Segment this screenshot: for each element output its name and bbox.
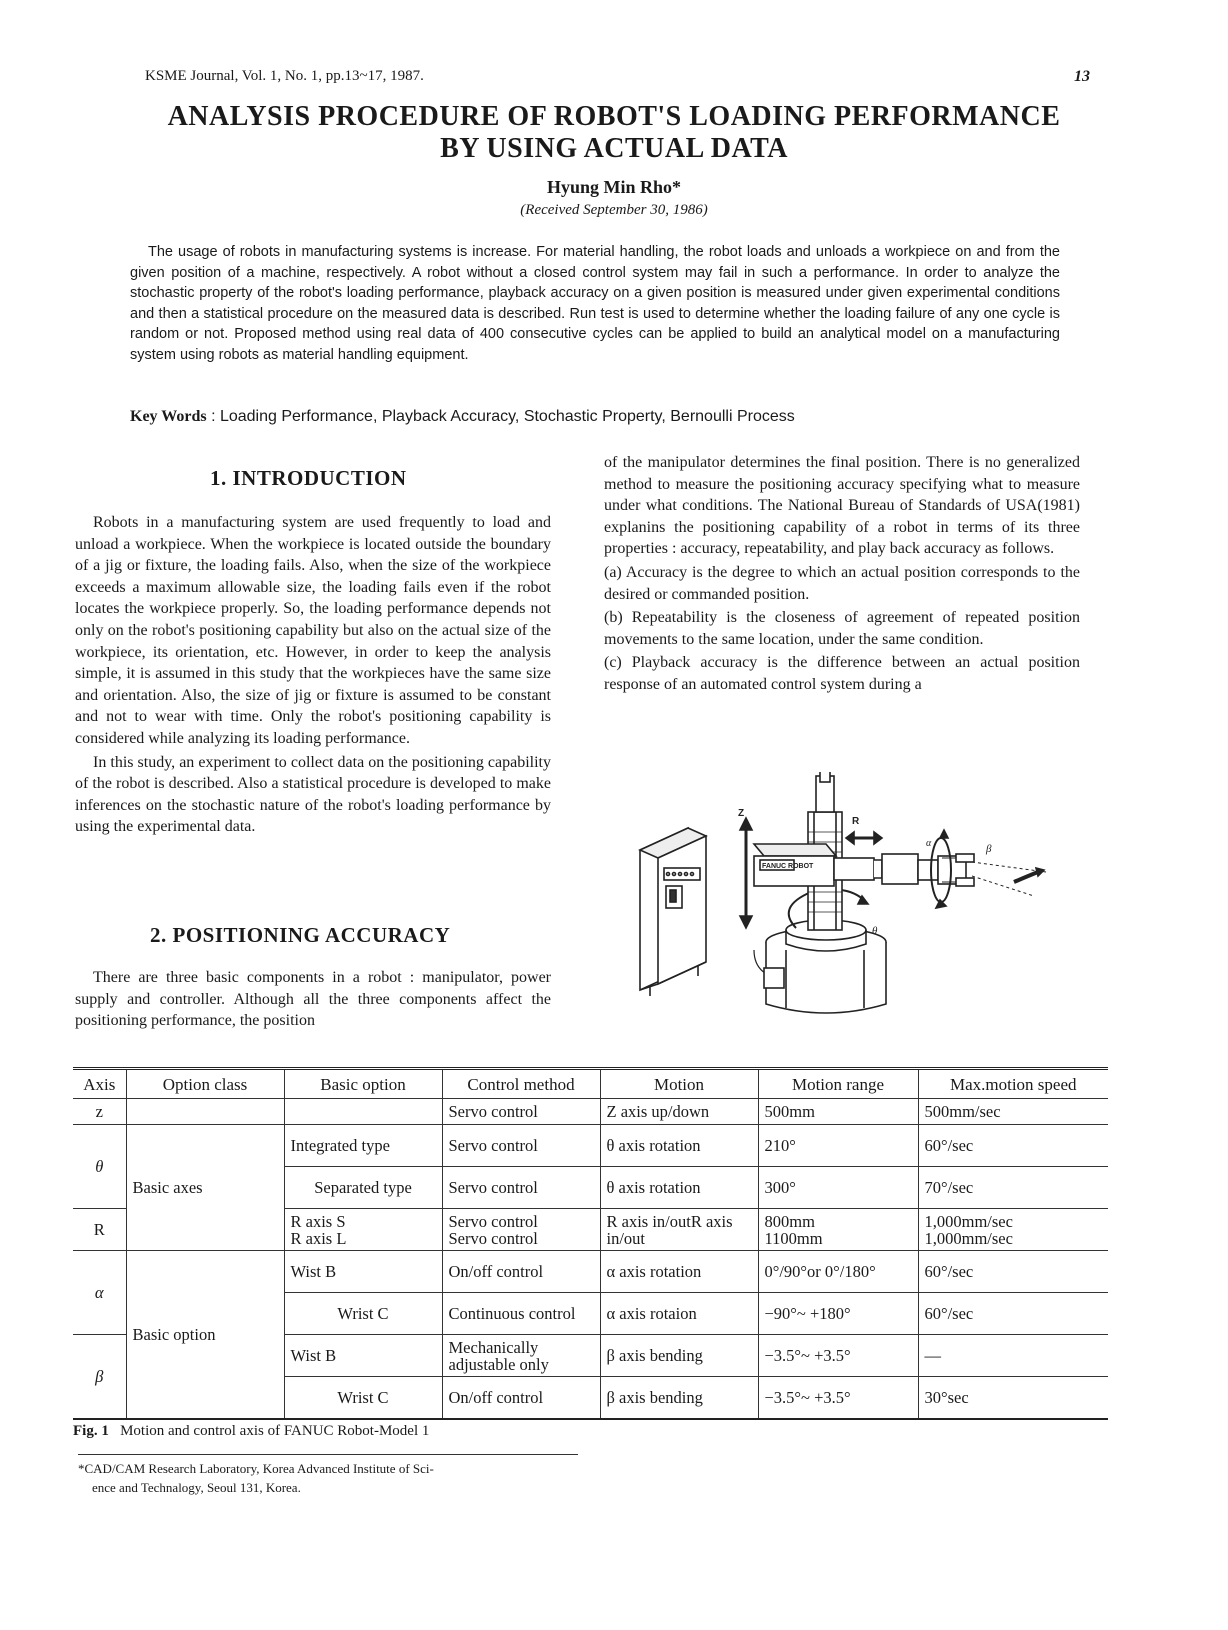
section-title-positioning: 2. POSITIONING ACCURACY (150, 923, 451, 947)
motion-cell: α axis rotaion (600, 1293, 758, 1335)
control-method-cell: Servo control (442, 1099, 600, 1125)
footnote-line-2: ence and Technalogy, Seoul 131, Korea. (92, 1480, 301, 1495)
label-alpha: α (926, 838, 932, 849)
axis-cell: R (73, 1209, 126, 1251)
max-speed-cell: 60°/sec (918, 1293, 1108, 1335)
journal-citation: KSME Journal, Vol. 1, No. 1, pp.13~17, 1987. (145, 68, 424, 84)
keywords (130, 408, 795, 426)
control-method-cell: On/off control (442, 1377, 600, 1419)
title-line-1: ANALYSIS PROCEDURE OF ROBOT'S LOADING PERFORMANCE (167, 101, 1061, 132)
basic-option-cell (284, 1099, 442, 1125)
section-title-introduction: 1. INTRODUCTION (210, 466, 407, 490)
motion-cell: β axis bending (600, 1335, 758, 1377)
table-header-row (73, 1069, 1108, 1099)
label-beta: β (986, 843, 992, 855)
page-number: 13 (1074, 68, 1090, 85)
robot-illustration (636, 772, 1096, 1032)
axis-cell: β (73, 1335, 126, 1419)
max-speed-cell: 500mm/sec (918, 1099, 1108, 1125)
control-method-cell: Continuous control (442, 1293, 600, 1335)
left-column-intro (75, 512, 551, 838)
table-header: Option class (126, 1069, 284, 1099)
intro-paragraph-1: Robots in a manufacturing system are used frequently to load and unload a workpiece. When the workpiece is located outside the boundary of a jig or fixture, the loading fails. Also, when the size of the workpiece exceeds a maximum allowable size, the loading fails even if the robot locates the workpiece properly. So, the loading performance depends not only on the robot's positioning capability but also on the actual size of the workpiece, its orientation, etc. However, in order to keep the analysis simple, it is assumed in this study that the workpieces have the same size and orientation. Also, the size of jig or fixture is assumed to be constant and not to wear with time. Only the robot's positioning capability is considered while analyzing its loading performance. (75, 514, 551, 747)
motion-cell: β axis bending (600, 1377, 758, 1419)
motion-range-cell: 210° (758, 1125, 918, 1167)
definition-accuracy: (a) Accuracy is the degree to which an actual position corresponds to the desired or commanded position. (604, 563, 1080, 603)
table-header: Control method (442, 1069, 600, 1099)
table-header: Axis (73, 1069, 126, 1099)
intro-paragraph-2: In this study, an experiment to collect data on the positioning capability of the robot is described. Also a statistical procedure is developed to make inferences on the stochastic nature of the robot's loading performance by using the experimental data. (75, 753, 551, 836)
basic-option-cell: R axis S R axis L (284, 1209, 442, 1251)
control-method-cell: Mechanically adjustable only (442, 1335, 600, 1377)
abstract: The usage of robots in manufacturing systems is increase. For material handling, the robot loads and unloads a workpiece on and from the given position of a machine, respectively. A robot without a closed control system may fail in such a performance. In order to analyze the stochastic property of the robot's loading performance, playback accuracy on a given position is measured under given experimental conditions and then a statistical procedure on the measured data is described. Run test is used to determine whether the loading failure of any one cycle is random or not. Proposed method using real data of 400 consecutive cycles can be applied to build an analytical model on a manufacturing system using robots as material handling equipment. (130, 244, 1060, 363)
table-header: Motion (600, 1069, 758, 1099)
axis-cell: z (73, 1099, 126, 1125)
motion-cell: θ axis rotation (600, 1125, 758, 1167)
label-theta: θ (872, 925, 878, 937)
table-row (73, 1099, 1108, 1125)
table-row (73, 1125, 1108, 1167)
paper-title (120, 101, 1108, 165)
axis-cell: θ (73, 1125, 126, 1209)
table-header: Basic option (284, 1069, 442, 1099)
motion-range-cell: 0°/90°or 0°/180° (758, 1251, 918, 1293)
received-date: (Received September 30, 1986) (520, 202, 708, 218)
definition-playback: (c) Playback accuracy is the difference between an actual position response of an automated control system during a (604, 654, 1080, 693)
basic-option-cell: Wrist C (284, 1377, 442, 1419)
option-class-cell: Basic axes (126, 1125, 284, 1251)
figure-caption (73, 1423, 429, 1440)
robot-nameplate: FANUC ROBOT (762, 863, 814, 870)
table-header: Max.motion speed (918, 1069, 1108, 1099)
basic-option-cell: Wrist C (284, 1293, 442, 1335)
motion-range-cell: 500mm (758, 1099, 918, 1125)
left-column-positioning (75, 967, 551, 1032)
basic-option-cell: Integrated type (284, 1125, 442, 1167)
basic-option-cell: Wist B (284, 1251, 442, 1293)
right-column-text (604, 452, 1080, 696)
author: Hyung Min Rho* (546, 177, 682, 197)
label-z: Z (738, 808, 745, 819)
control-method-cell: Servo control (442, 1125, 600, 1167)
motion-cell: R axis in/outR axis in/out (600, 1209, 758, 1251)
option-class-cell (126, 1099, 284, 1125)
caption-text: Motion and control axis of FANUC Robot-Model 1 (120, 1423, 430, 1439)
option-table (73, 1067, 1108, 1420)
footnote-line-1: *CAD/CAM Research Laboratory, Korea Advanced Institute of Sci- (78, 1461, 434, 1476)
positioning-paragraph-1: There are three basic components in a robot : manipulator, power supply and controller. Although all the three components affect the positioning performance, the position (75, 969, 551, 1030)
control-method-cell: Servo control (442, 1167, 600, 1209)
right-paragraph-1: of the manipulator determines the final position. There is no generalized method to measure the positioning accuracy specifying what to measure under what conditions. The National Bureau of Standards of USA(1981) explanins the positioning capability of a robot in terms of its three properties : accuracy, repeatability, and play back accuracy as follows. (604, 454, 1080, 558)
basic-option-cell: Separated type (284, 1167, 442, 1209)
title-line-2: BY USING ACTUAL DATA (440, 133, 788, 164)
max-speed-cell: 60°/sec (918, 1125, 1108, 1167)
motion-range-cell: 300° (758, 1167, 918, 1209)
control-method-cell: On/off control (442, 1251, 600, 1293)
motion-cell: Z axis up/down (600, 1099, 758, 1125)
axis-cell: α (73, 1251, 126, 1335)
keywords-text: : Loading Performance, Playback Accuracy, Stochastic Property, Bernoulli Process (211, 408, 795, 425)
motion-cell: θ axis rotation (600, 1167, 758, 1209)
motion-range-cell: −90°~ +180° (758, 1293, 918, 1335)
max-speed-cell: 30°sec (918, 1377, 1108, 1419)
max-speed-cell: 70°/sec (918, 1167, 1108, 1209)
option-class-cell: Basic option (126, 1251, 284, 1419)
control-method-cell: Servo control Servo control (442, 1209, 600, 1251)
motion-range-cell: 800mm 1100mm (758, 1209, 918, 1251)
caption-label: Fig. 1 (73, 1423, 109, 1439)
footnote (78, 1454, 578, 1497)
max-speed-cell: 1,000mm/sec 1,000mm/sec (918, 1209, 1108, 1251)
motion-range-cell: −3.5°~ +3.5° (758, 1335, 918, 1377)
motion-cell: α axis rotation (600, 1251, 758, 1293)
max-speed-cell: 60°/sec (918, 1251, 1108, 1293)
table-row (73, 1251, 1108, 1293)
robot-figure (636, 772, 1096, 1032)
table-header: Motion range (758, 1069, 918, 1099)
max-speed-cell: — (918, 1335, 1108, 1377)
keywords-label: Key Words (130, 408, 207, 425)
definition-repeatability: (b) Repeatability is the closeness of agreement of repeated position movements to the same location, under the same condition. (604, 609, 1080, 648)
label-r: R (852, 816, 860, 827)
basic-option-cell: Wist B (284, 1335, 442, 1377)
motion-range-cell: −3.5°~ +3.5° (758, 1377, 918, 1419)
